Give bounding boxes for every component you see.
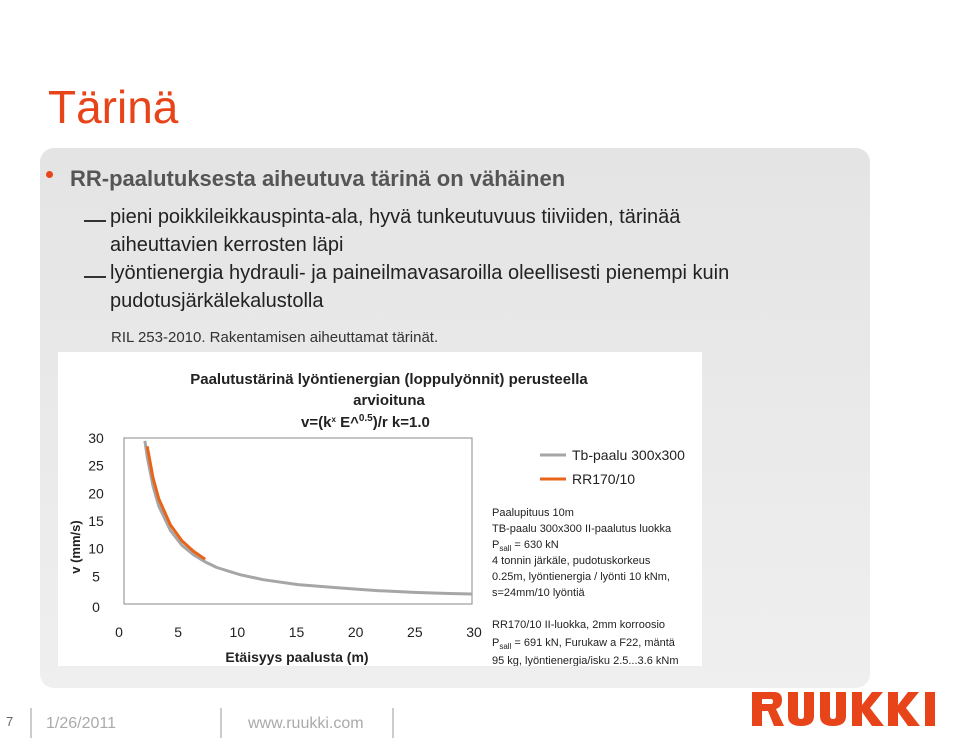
sub-bullet-2-line2: pudotusjärkälekalustolla: [110, 290, 324, 312]
formula-mid: E^: [335, 414, 359, 431]
slide-title: Tärinä: [48, 81, 179, 133]
formula-main: v=(k: [301, 414, 332, 431]
annotation-rr-sub: sall: [499, 642, 512, 651]
annotation-tb-sub: sall: [499, 544, 512, 553]
sub-bullet-1-line1: pieni poikkileikkauspinta-ala, hyvä tunkeutuvuus tiiviiden, tärinää: [110, 206, 681, 228]
annotation-tb-line1: Paalupituus 10m: [492, 507, 574, 519]
annotation-tb-p: P: [492, 539, 500, 551]
chart-title-line1: Paalutustärinä lyöntienergian (loppulyönnit) perusteella: [190, 371, 588, 388]
legend-label-tb: Tb-paalu 300x300: [572, 447, 685, 463]
main-bullet: RR-paalutuksesta aiheutuva tärinä on vähäinen: [70, 166, 566, 191]
annotation-rr: [492, 619, 678, 666]
y-tick-label: 20: [88, 485, 104, 502]
y-tick-labels: [88, 430, 104, 615]
annotation-tb-line4: 4 tonnin järkäle, pudotuskorkeus: [492, 555, 651, 567]
annotation-tb-line2: TB-paalu 300x300 II-paalutus luokka: [492, 523, 672, 535]
sub-bullet-1: [110, 203, 680, 259]
page-number: 7: [6, 714, 14, 729]
formula-sup: 0.5: [358, 413, 373, 424]
footer-separator: [392, 708, 394, 738]
annotation-rr-line1: RR170/10 II-luokka, 2mm korroosio: [492, 619, 666, 631]
chart-formula: [301, 413, 430, 431]
annotation-tb-line5: 0.25m, lyöntienergia / lyönti 10 kNm,: [492, 571, 670, 583]
x-axis-label: Etäisyys paalusta (m): [225, 649, 369, 665]
y-tick-label: 30: [88, 430, 104, 446]
annotation-tb-rest: = 630 kN: [511, 539, 559, 551]
footer-url[interactable]: www.ruukki.com: [248, 715, 364, 732]
legend: [540, 447, 685, 487]
reference-text: RIL 253-2010. Rakentamisen aiheuttamat tärinät.: [111, 329, 439, 346]
annotation-tb: [492, 507, 672, 599]
y-axis-label: v (mm/s): [68, 520, 83, 574]
annotation-rr-line2: [492, 637, 676, 651]
sub-bullet-2: [110, 259, 729, 315]
formula-end: )/r k=1.0: [372, 414, 430, 431]
footer-separator: [30, 708, 32, 738]
footer-date: 1/26/2011: [46, 715, 116, 732]
x-tick-label: 20: [347, 624, 364, 640]
chart-title-line2: arvioituna: [353, 392, 425, 409]
annotation-rr-line3: 95 kg, lyöntienergia/isku 2.5...3.6 kNm: [492, 655, 679, 666]
bullet-dot: [46, 171, 53, 178]
annotation-rr-p: P: [492, 637, 500, 649]
annotation-tb-line3: [492, 539, 559, 553]
annotation-tb-line6: s=24mm/10 lyöntiä: [492, 587, 585, 599]
dash-bullet-2: [84, 276, 106, 278]
dash-bullet-1: [84, 220, 106, 222]
x-tick-labels: [115, 624, 482, 640]
sub-bullet-2-line1: lyöntienergia hydrauli- ja paineilmavasaroilla oleellisesti pienempi kuin: [110, 262, 730, 284]
formula-x: x: [331, 415, 336, 424]
x-tick-label: 15: [288, 624, 305, 640]
ruukki-logo: [752, 684, 948, 739]
y-tick-label: 25: [88, 457, 104, 474]
y-tick-label: 10: [88, 540, 104, 557]
sub-bullet-1-line2: aiheuttavien kerrosten läpi: [110, 234, 344, 256]
logo-mark: [752, 684, 948, 734]
x-tick-label: 25: [407, 624, 423, 640]
x-tick-label: 0: [115, 624, 123, 640]
footer-separator: [220, 708, 222, 738]
annotation-rr-rest: = 691 kN, Furukaw a F22, mäntä: [511, 637, 675, 649]
chart-area: [58, 352, 702, 666]
x-tick-label: 5: [174, 624, 183, 640]
x-tick-label: 30: [466, 624, 482, 640]
y-tick-label: 0: [92, 599, 100, 615]
plot-frame: [124, 438, 472, 604]
x-tick-label: 10: [229, 624, 246, 640]
legend-label-rr: RR170/10: [572, 471, 636, 487]
vibration-chart: [58, 352, 702, 666]
y-tick-label: 15: [88, 513, 104, 529]
y-tick-label: 5: [92, 568, 100, 585]
